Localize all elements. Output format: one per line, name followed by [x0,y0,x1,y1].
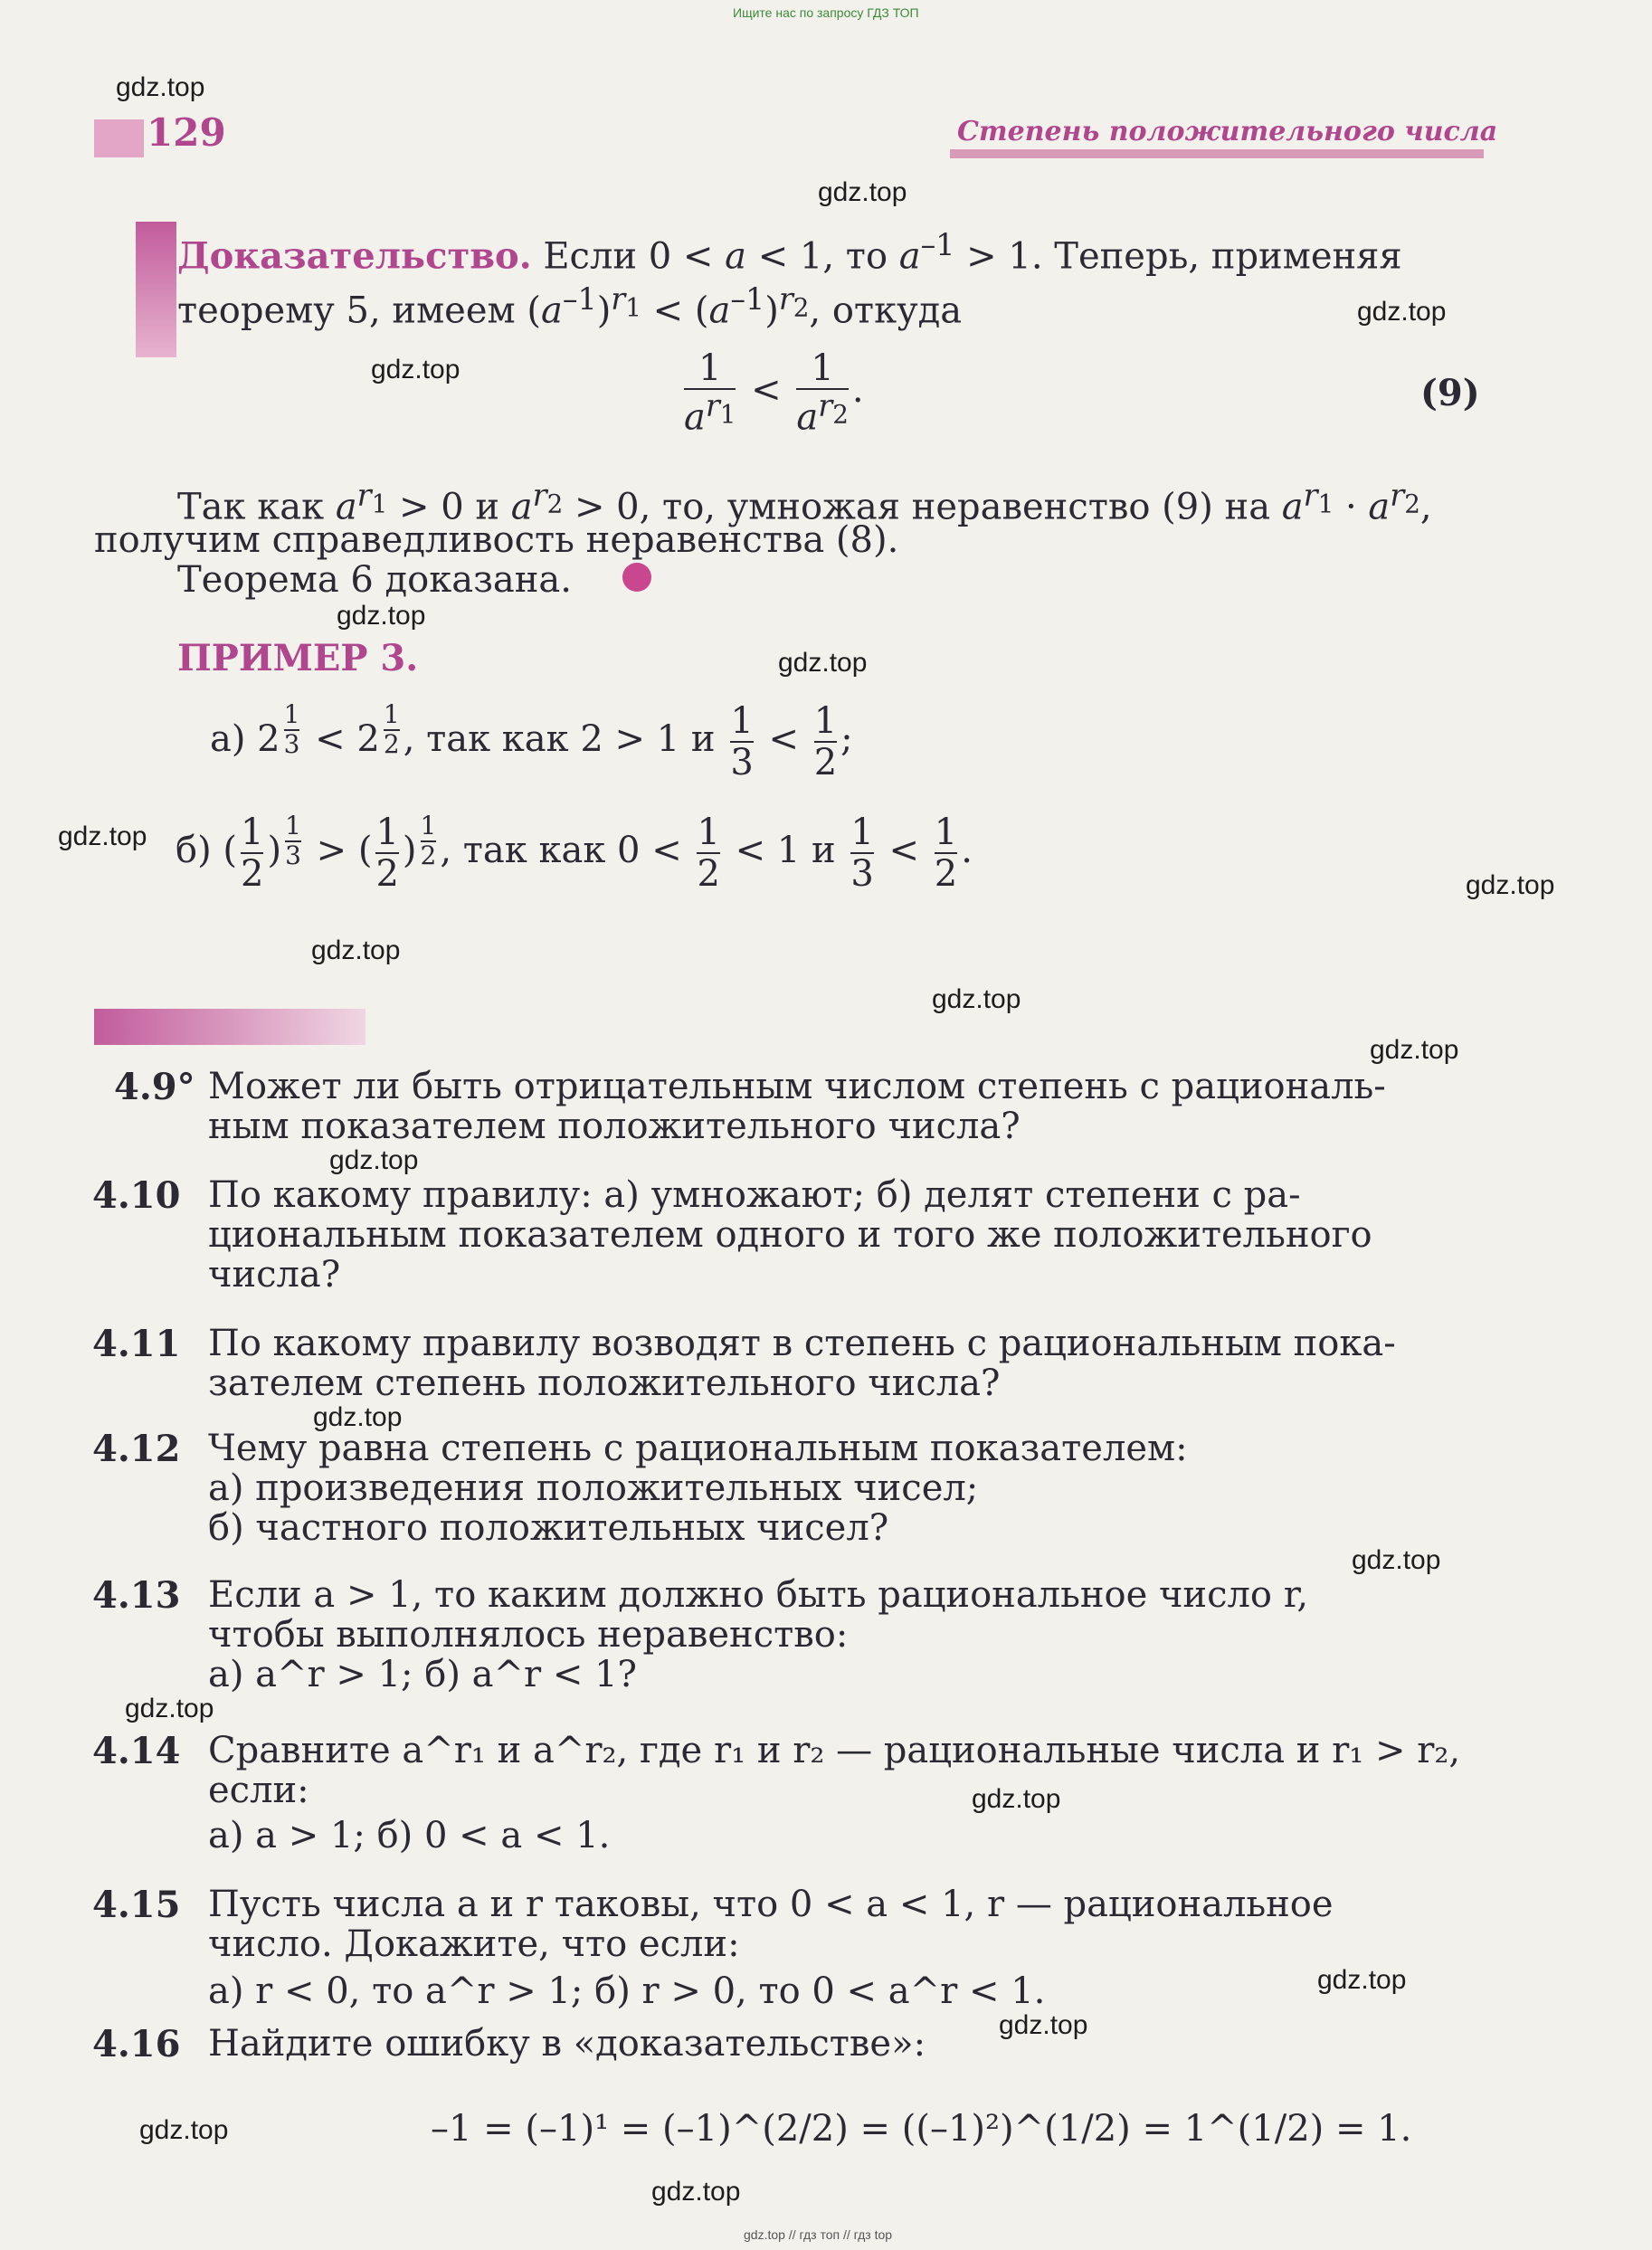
watermark: gdz.top [337,601,426,631]
watermark: gdz.top [651,2177,741,2207]
exercise-4-13-line-1: Если a > 1, то каким должно быть рациональное число r, [208,1574,1309,1616]
watermark: gdz.top [125,1694,214,1723]
equation-number: (9) [1420,372,1480,414]
formula-numerator-right: 1 [811,347,834,389]
proof-decor-bar [136,222,176,357]
exercise-4-12-line-1: Чему равна степень с рациональным показателем: [208,1428,1188,1469]
watermark: gdz.top [972,1784,1061,1814]
watermark: gdz.top [778,648,868,678]
exercise-4-15-line-3: а) r < 0, то a^r > 1; б) r > 0, то 0 < a^r < 1. [208,1970,1046,2012]
running-title: Степень положительного числа [957,116,1498,147]
watermark: gdz.top [116,72,205,102]
exercises-decor-bar [94,1009,366,1045]
watermark: gdz.top [1317,1965,1407,1995]
exercise-4-14-number: 4.14 [92,1730,181,1772]
exercise-4-16-number: 4.16 [92,2023,181,2065]
exercise-4-15-line-1: Пусть числа a и r таковы, что 0 < a < 1, r — рациональное [208,1884,1334,1925]
exercise-4-9-line-1: Может ли быть отрицательным числом степень с рациональ- [208,1066,1386,1107]
example-a: а) 2 $^{\frac{1}{3}}$ < 2 $^{\frac{1}{2}}$ , так как 2 > 1 и $\frac{1}{3}$ < $\frac{1}{2}$ ; [210,699,853,784]
exercise-4-10-line-1: По какому правилу: а) умножают; б) делят степени с ра- [208,1174,1301,1216]
exercise-4-16-line-2: –1 = (–1)¹ = (–1)^(2/2) = ((–1)²)^(1/2) = 1^(1/2) = 1. [431,2108,1412,2150]
exercise-4-13-number: 4.13 [92,1574,181,1617]
exercise-4-12-line-2: а) произведения положительных чисел; [208,1467,979,1509]
formula-numerator-left: 1 [698,347,722,389]
exercise-4-10-line-2: циональным показателем одного и того же положительного [208,1214,1372,1256]
watermark: gdz.top [1370,1035,1459,1065]
exercise-4-15-line-2: число. Докажите, что если: [208,1923,740,1965]
exercise-4-11-number: 4.11 [92,1323,181,1365]
exercise-4-10-number: 4.10 [92,1174,181,1217]
watermark: gdz.top [999,2010,1088,2040]
exercise-4-11-line-2: зателем степень положительного числа? [208,1362,1001,1404]
page-number: 129 [147,110,226,155]
watermark: gdz.top [371,355,460,384]
example-b: б) ( $\frac{1}{2}$ ) $^{\frac{1}{3}}$ > ( $\frac{1}{2}$ ) $^{\frac{1}{2}}$ , так как 0 < $\frac{1}{2}$ < 1 и $\frac{1}{3}$ < $\frac{1}{2}$ . [176,811,973,896]
watermark: gdz.top [329,1145,419,1175]
end-of-proof-mark [622,563,651,592]
exercise-4-11-line-1: По какому правилу возводят в степень с рациональным пока- [208,1323,1396,1364]
exercise-4-14-line-3: а) a > 1; б) 0 < a < 1. [208,1815,611,1856]
exercise-4-13-line-2: чтобы выполнялось неравенство: [208,1614,849,1656]
top-note: Ищите нас по запросу ГДЗ ТОП [733,5,919,20]
watermark: gdz.top [818,177,907,207]
watermark: gdz.top [1352,1545,1441,1575]
watermark: gdz.top [311,935,401,965]
exercise-4-14-line-1: Сравните a^r₁ и a^r₂, где r₁ и r₂ — рациональные числа и r₁ > r₂, [208,1730,1461,1771]
proof-label: Доказательство. [177,234,532,278]
proof-line-4: получим справедливость неравенства (8). [94,519,899,561]
proof-line-1: Доказательство. Если 0 < a < 1, то $a^{-1} > 1$. Теперь, применяя [177,227,1402,278]
exercise-4-12-line-3: б) частного положительных чисел? [208,1507,889,1549]
exercise-4-10-line-3: числа? [208,1254,341,1296]
exercise-4-9-line-2: ным показателем положительного числа? [208,1106,1021,1147]
exercise-4-12-number: 4.12 [92,1428,181,1470]
proof-line-3: Так как $a^{r_1} > 0$ и $a^{r_2} > 0$, то, умножая неравенство (9) на $a^{r_1} \cdot a^{r_2}$, [177,478,1432,528]
header-decor-block [94,119,144,157]
watermark: gdz.top [313,1402,403,1432]
exercise-4-16-line-1: Найдите ошибку в «доказательстве»: [208,2023,926,2065]
header-decor-bar [950,149,1484,158]
watermark: gdz.top [139,2115,229,2145]
proof-line-2: теорему 5, имеем $(a^{-1})^{r_1} < (a^{-1})^{r_2}$, откуда [177,281,963,332]
watermark: gdz.top [1466,870,1555,900]
proof-formula: $\frac{1}{a^{r_1}}$ < $\frac{1}{a^{r_2}}$ . [684,347,864,439]
example-label: ПРИМЕР 3. [177,637,419,679]
watermark: gdz.top [1357,297,1447,327]
bottom-note: gdz.top // гдз топ // гдз top [744,2227,893,2242]
watermark: gdz.top [58,821,147,851]
watermark: gdz.top [932,984,1021,1014]
exercise-4-14-line-2: если: [208,1770,309,1811]
proof-line-5: Теорема 6 доказана. [177,559,572,601]
exercise-4-13-line-3: а) a^r > 1; б) a^r < 1? [208,1654,637,1695]
exercise-4-9-number: 4.9° [114,1066,195,1108]
exercise-4-15-number: 4.15 [92,1884,181,1926]
